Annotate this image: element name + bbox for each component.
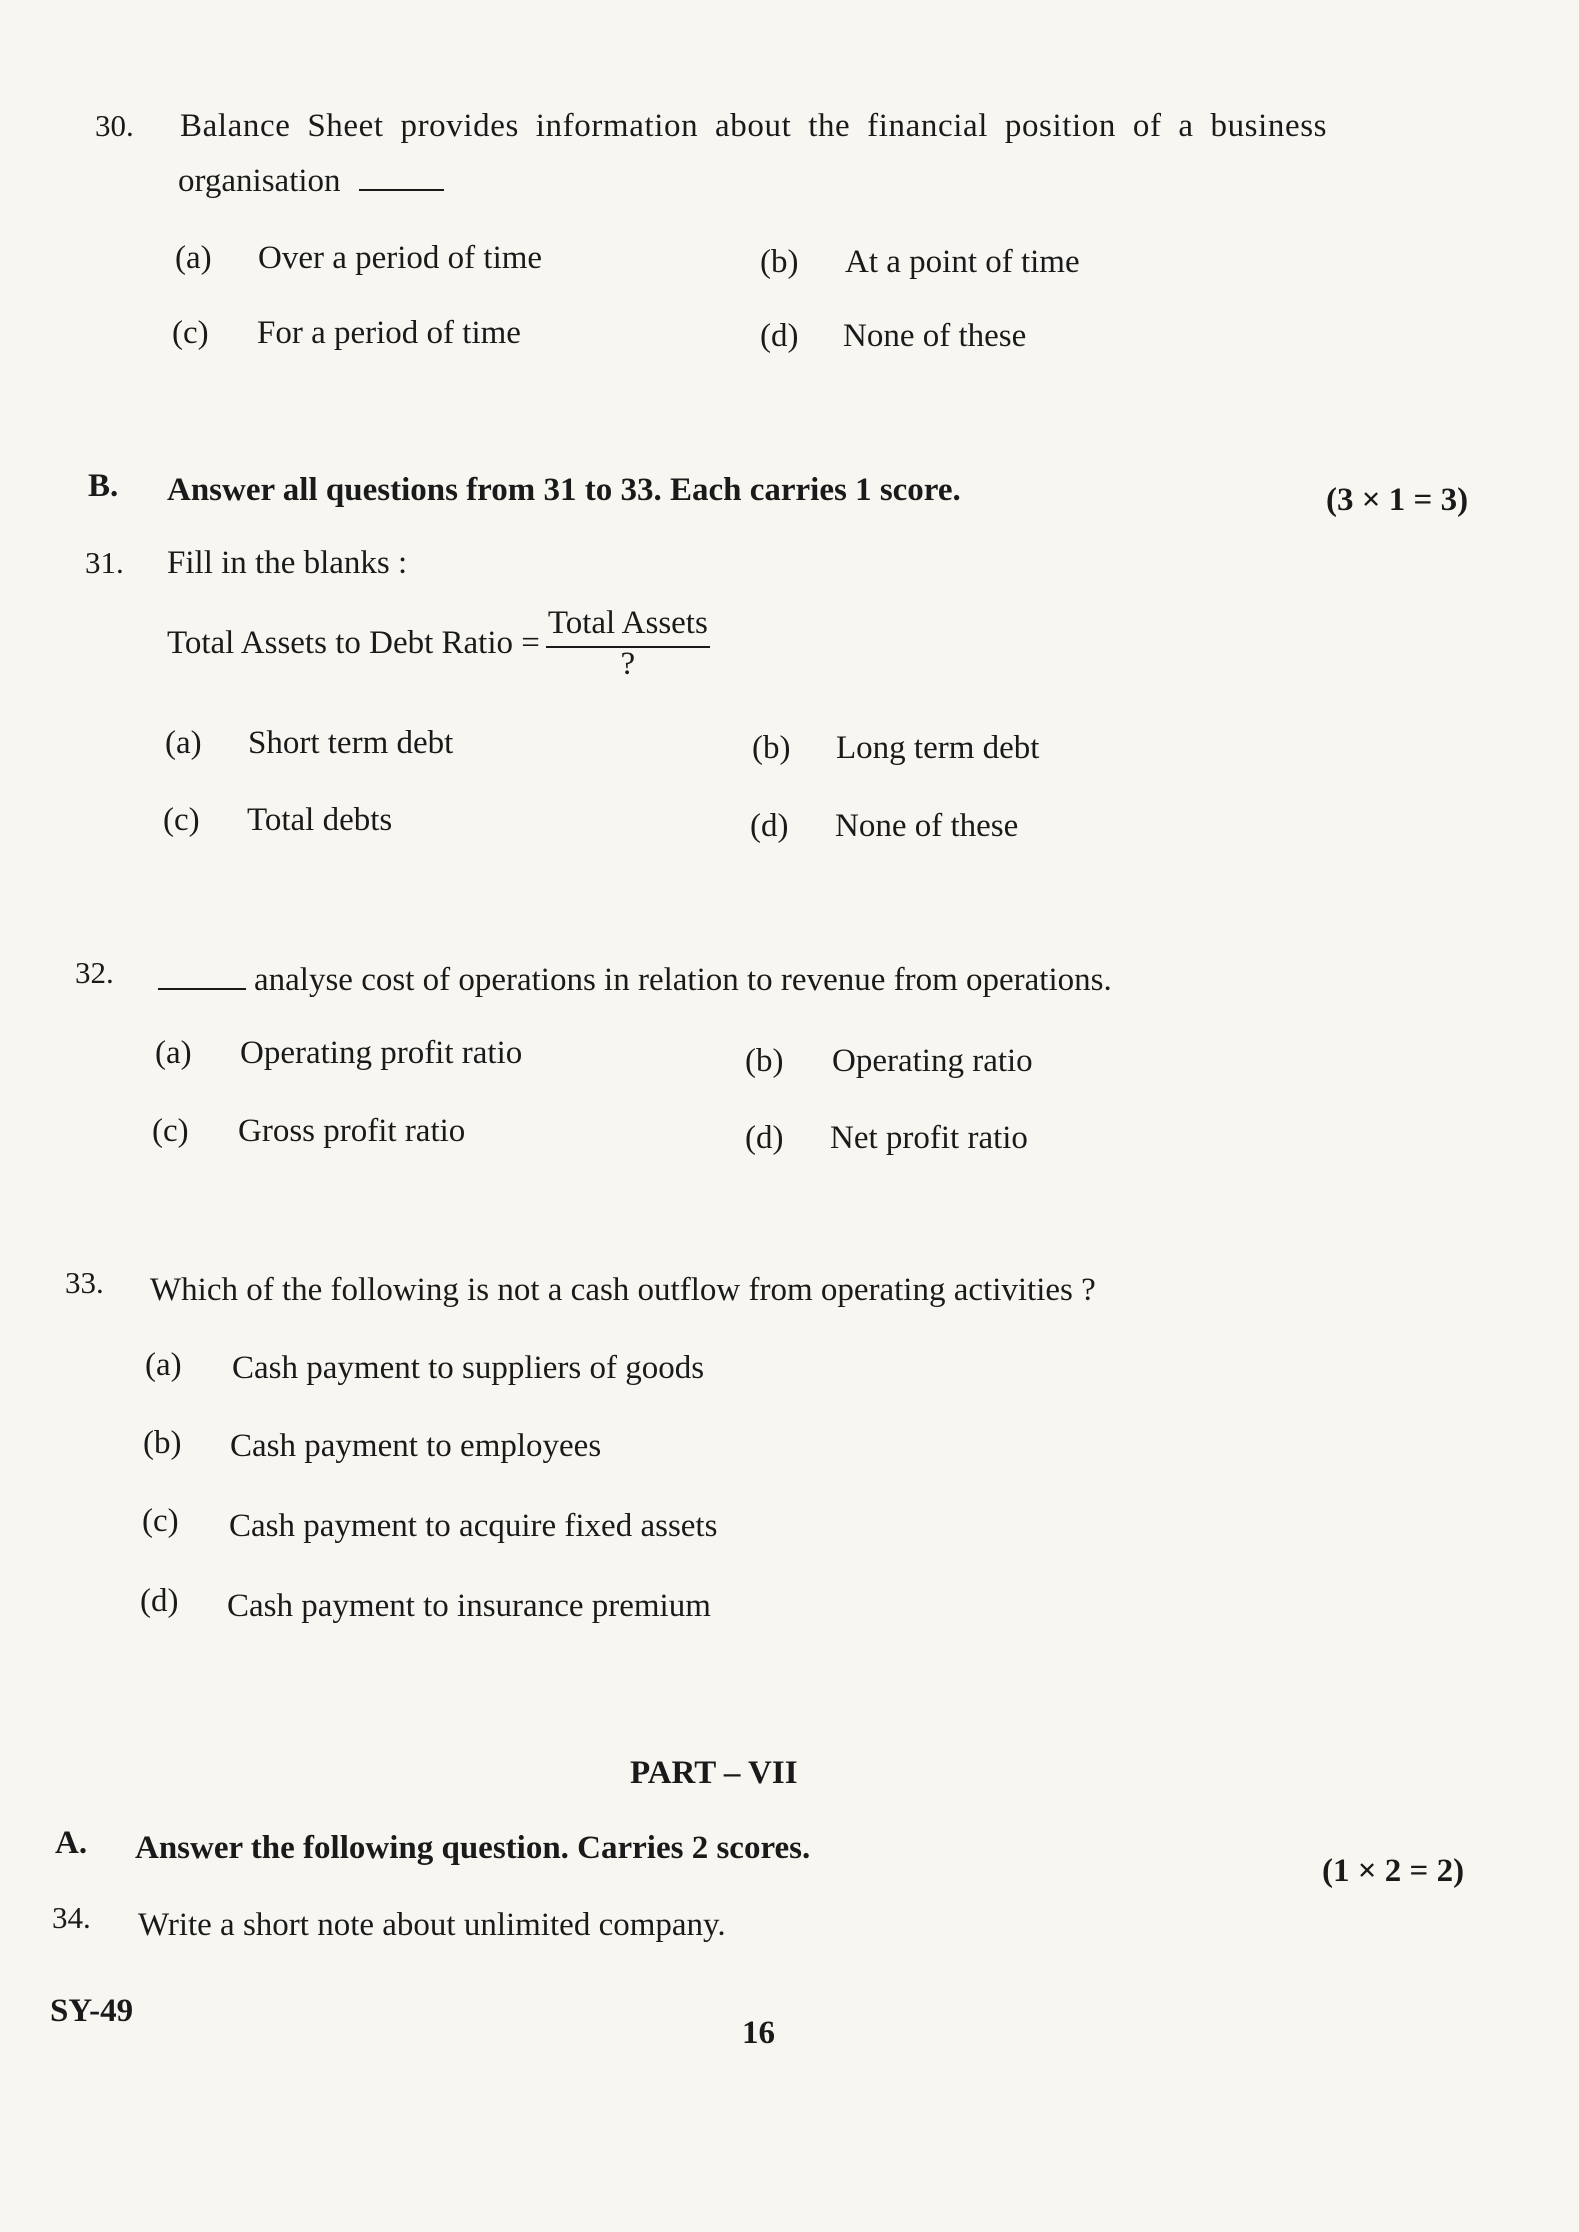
question-text: analyse cost of operations in relation to revenue from operations. xyxy=(254,962,1112,998)
option-label: (b) xyxy=(745,1043,784,1079)
option-text: At a point of time xyxy=(845,244,1080,280)
option-text: Long term debt xyxy=(836,730,1040,766)
option-label: (c) xyxy=(152,1113,189,1149)
question-number: 34. xyxy=(52,1900,91,1935)
question-text: Fill in the blanks : xyxy=(167,545,408,581)
option-label: (a) xyxy=(155,1035,192,1071)
paper-code: SY-49 xyxy=(50,1993,134,2029)
section-instruction: Answer all questions from 31 to 33. Each carries 1 score. xyxy=(167,472,961,508)
option-label: (a) xyxy=(165,725,202,761)
blank-line xyxy=(359,189,444,191)
option-text: Net profit ratio xyxy=(830,1120,1028,1156)
option-label: (a) xyxy=(145,1347,182,1383)
option-text: Gross profit ratio xyxy=(238,1113,466,1149)
question-number: 30. xyxy=(95,108,134,143)
option-text: Total debts xyxy=(247,802,393,838)
option-text: For a period of time xyxy=(257,315,521,351)
question-number: 33. xyxy=(65,1265,104,1300)
option-text: Cash payment to insurance premium xyxy=(227,1588,711,1624)
question-text: Which of the following is not a cash outflow from operating activities ? xyxy=(150,1272,1096,1308)
section-label: A. xyxy=(55,1825,88,1861)
option-label: (d) xyxy=(760,318,799,354)
option-label: (d) xyxy=(140,1583,179,1619)
question-text: Balance Sheet provides information about the financial position of a business xyxy=(180,108,1328,144)
formula-lhs: Total Assets to Debt Ratio = xyxy=(167,624,540,661)
option-text: Cash payment to employees xyxy=(230,1428,602,1464)
question-text: organisation xyxy=(178,163,341,199)
option-text: Cash payment to acquire fixed assets xyxy=(229,1508,718,1544)
blank-line xyxy=(158,988,246,990)
option-text: Operating ratio xyxy=(832,1043,1033,1079)
option-label: (c) xyxy=(163,802,200,838)
section-label: B. xyxy=(88,468,119,504)
formula-numerator: Total Assets xyxy=(546,605,710,648)
option-text: Short term debt xyxy=(248,725,454,761)
section-instruction: Answer the following question. Carries 2 scores. xyxy=(135,1830,811,1866)
option-label: (b) xyxy=(143,1425,182,1461)
score-allocation: (1 × 2 = 2) xyxy=(1322,1853,1465,1889)
question-text: Write a short note about unlimited company. xyxy=(138,1907,726,1943)
formula-fraction xyxy=(546,605,710,681)
question-text-continued xyxy=(178,163,444,200)
question-number: 31. xyxy=(85,545,124,580)
question-number: 32. xyxy=(75,955,114,990)
option-text: Over a period of time xyxy=(258,240,543,276)
score-allocation: (3 × 1 = 3) xyxy=(1326,482,1469,518)
option-label: (b) xyxy=(760,244,799,280)
option-text: Cash payment to suppliers of goods xyxy=(232,1350,705,1386)
option-label: (d) xyxy=(745,1120,784,1156)
option-label: (c) xyxy=(172,315,209,351)
part-title: PART – VII xyxy=(630,1755,798,1791)
ratio-formula xyxy=(167,605,710,681)
option-label: (b) xyxy=(752,730,791,766)
option-label: (d) xyxy=(750,808,789,844)
question-text-line xyxy=(158,962,1112,999)
option-label: (a) xyxy=(175,240,212,276)
option-label: (c) xyxy=(142,1503,179,1539)
page-number: 16 xyxy=(742,2015,775,2051)
option-text: None of these xyxy=(835,808,1019,844)
option-text: None of these xyxy=(843,318,1027,354)
option-text: Operating profit ratio xyxy=(240,1035,523,1071)
formula-denominator: ? xyxy=(620,646,636,682)
